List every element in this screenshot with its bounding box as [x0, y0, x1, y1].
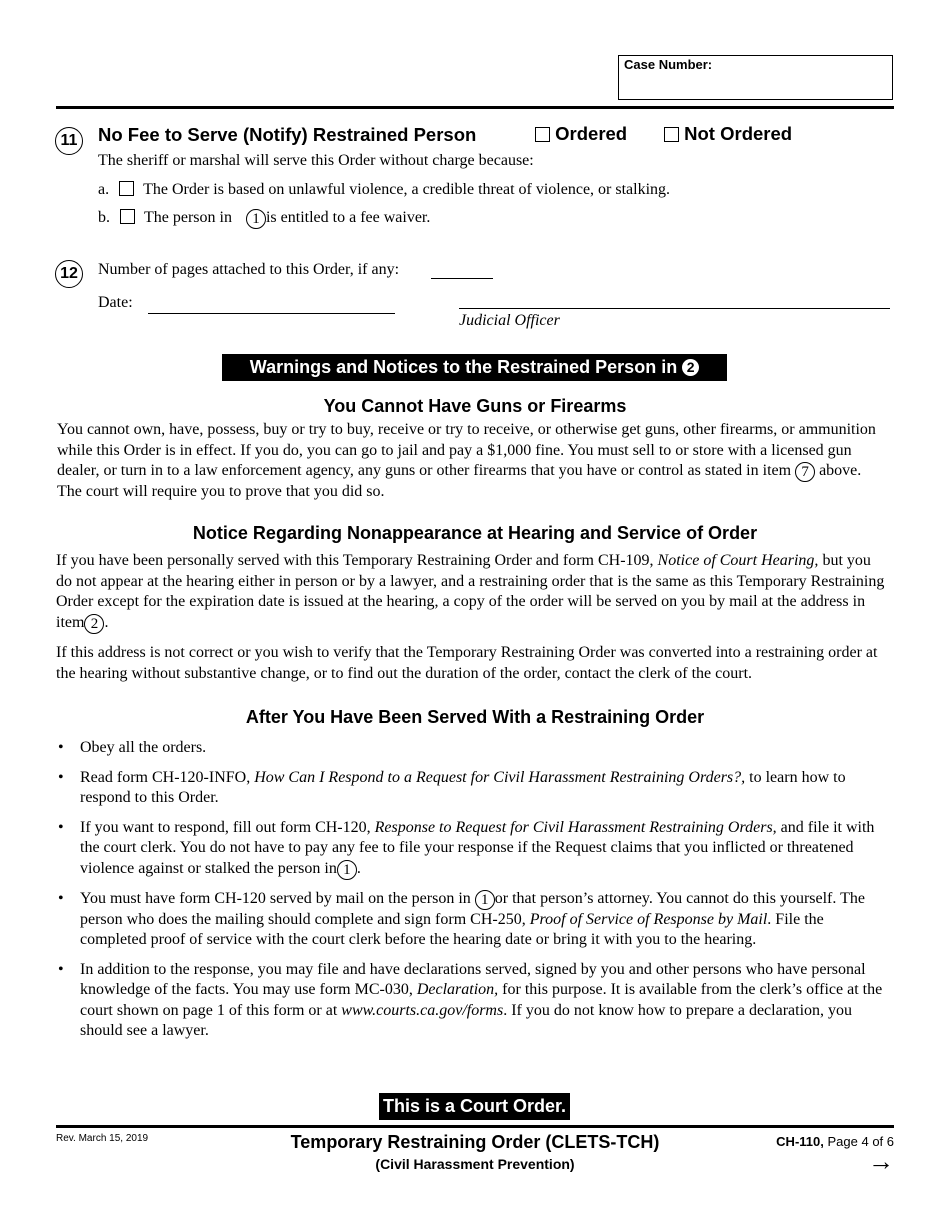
item-11-number: 11: [55, 127, 83, 155]
form-id: CH-110,: [776, 1134, 824, 1149]
bullet-4-italic: Proof of Service of Response by Mail: [529, 910, 768, 928]
nonappearance-heading: Notice Regarding Nonappearance at Hearing and Service of Order: [192, 523, 758, 543]
not-ordered-option[interactable]: [664, 123, 792, 145]
bullet-4-mid: or that person’s attorney. You cannot do this yourself. The person who does the mailing should complete and sign form CH-250,: [80, 889, 865, 928]
bullet-3-end: .: [356, 859, 361, 877]
bullet-5-italic: Declaration,: [416, 981, 499, 998]
option-a-text: The Order is based on unlawful violence, a credible threat of violence, or stalking.: [143, 181, 671, 198]
nonappearance-paragraph-2: If this address is not correct or you wish to verify that the Temporary Restraining Order was converted into a restraining order at the hearing without substantive change, or to find out the duration of the order, contact the clerk of the court.: [56, 644, 878, 682]
option-b-label: b.: [98, 209, 110, 226]
list-item: [56, 818, 890, 880]
item-11-intro: The sheriff or marshal will serve this Order without charge because:: [98, 152, 534, 169]
item-12-number: 12: [55, 260, 83, 288]
courts-forms-link[interactable]: www.courts.ca.gov/forms: [341, 1001, 504, 1019]
bullet-3-post: and file it with the court clerk. You do not have to pay any fee to file your response if the Request claims that you inflicted or threatened violence against or stalked the person in: [80, 818, 875, 877]
ordered-checkbox[interactable]: [535, 127, 550, 142]
after-served-heading: After You Have Been Served With a Restraining Order: [245, 707, 705, 727]
judicial-officer-signature-line[interactable]: [459, 308, 890, 309]
form-title: Temporary Restraining Order (CLETS-TCH): [290, 1132, 660, 1152]
guns-paragraph: [57, 420, 889, 503]
warnings-banner-text: Warnings and Notices to the Restrained Person in: [249, 357, 678, 377]
top-divider: [56, 106, 894, 109]
not-ordered-checkbox[interactable]: [664, 127, 679, 142]
option-a-checkbox[interactable]: [119, 181, 134, 196]
court-order-banner: This is a Court Order.: [379, 1093, 570, 1120]
bullet-3-italic: Response to Request for Civil Harassment Restraining Orders,: [374, 818, 777, 836]
guns-heading: You Cannot Have Guns or Firearms: [323, 396, 627, 416]
bullet-3-pre: If you want to respond, fill out form CH-120,: [80, 818, 371, 836]
nonappearance-p1-ref: 2: [84, 614, 104, 634]
page-number: Page 4 of 6: [827, 1134, 894, 1149]
list-item: [56, 960, 890, 1042]
pages-attached-field[interactable]: [431, 278, 493, 279]
bullet-3-ref: 1: [337, 860, 357, 880]
list-item: [56, 768, 890, 809]
bullet-2-post: to learn how to respond to this Order.: [80, 768, 846, 806]
revision-date: Rev. March 15, 2019: [56, 1133, 149, 1144]
guns-text-pre: You cannot own, have, possess, buy or try to buy, receive or try to receive, or otherwise get guns, other firearms, or ammunition while this Order is in effect. If you do, you can go to jail and pay a $1,000 fine. You must sell to or store with a licensed gun dealer, or turn in to a law enforcement agency, any guns or other firearms that you have or control as stated in item: [57, 421, 876, 479]
warnings-banner-ref: 2: [682, 359, 699, 376]
bullet-1-text: Obey all the orders.: [80, 739, 207, 756]
item-11-option-b[interactable]: [98, 208, 430, 229]
date-field[interactable]: [148, 313, 395, 314]
guns-item-ref: 7: [795, 462, 815, 482]
date-label: Date:: [98, 294, 133, 311]
not-ordered-label: Not Ordered: [684, 123, 793, 144]
form-subtitle: (Civil Harassment Prevention): [375, 1156, 575, 1172]
bullet-5-post: . If you do not know how to prepare a declaration, you should see a lawyer.: [80, 1001, 853, 1039]
list-item: [56, 889, 890, 951]
option-b-text-pre: The person in: [144, 209, 232, 226]
ordered-option[interactable]: [535, 123, 627, 145]
case-number-label: Case Number:: [624, 57, 713, 72]
option-a-label: a.: [98, 181, 110, 198]
bullet-4-pre: You must have form CH-120 served by mail on the person in: [80, 889, 471, 907]
case-number-box[interactable]: [618, 55, 893, 100]
list-item: [56, 738, 890, 759]
option-b-text-post: is entitled to a fee waiver.: [265, 209, 431, 226]
bullet-4-post: . File the completed proof of service with the court clerk before the hearing date or bring it with you to the hearing.: [80, 910, 824, 948]
bullet-4-ref: 1: [475, 890, 495, 910]
bottom-divider: [56, 1125, 894, 1128]
item-11-title: No Fee to Serve (Notify) Restrained Person: [98, 124, 477, 145]
ordered-label: Ordered: [555, 123, 628, 144]
nonappearance-p1-italic: Notice of Court Hearing,: [657, 552, 819, 569]
nonappearance-paragraph-1: [56, 551, 890, 634]
judicial-officer-label: Judicial Officer: [459, 312, 560, 329]
item-11-option-a[interactable]: [98, 180, 670, 201]
after-served-list: [56, 738, 890, 1051]
bullet-2-italic: How Can I Respond to a Request for Civil Harassment Restraining Orders?,: [254, 768, 746, 786]
nonappearance-p1-mid: but you do not appear at the hearing either in person or by a lawyer, and a restraining order that is the same as this Temporary Restraining Order except for the expiration date is issued at the hearing, a copy of the order will be served on you by mail at the address in item: [56, 552, 885, 631]
pages-attached-label: Number of pages attached to this Order, if any:: [98, 261, 400, 278]
next-page-arrow-icon[interactable]: →: [868, 1146, 894, 1176]
option-b-ref: 1: [246, 209, 266, 229]
nonappearance-p1-end: .: [104, 613, 109, 631]
option-b-checkbox[interactable]: [120, 209, 135, 224]
bullet-5-pre: In addition to the response, you may file and have declarations served, signed by you and other persons who have personal knowledge of the facts. You may use form MC-030,: [80, 960, 866, 998]
bullet-2-pre: Read form CH-120-INFO,: [80, 768, 251, 786]
bullet-5-mid: for this purpose. It is available from the clerk’s office at the court shown on page 1 of this form or at: [80, 981, 883, 1019]
nonappearance-p1-pre: If you have been personally served with this Temporary Restraining Order and form CH-109,: [56, 552, 654, 569]
guns-text-post: above. The court will require you to prove that you did so.: [57, 462, 862, 500]
warnings-banner: [222, 354, 727, 381]
